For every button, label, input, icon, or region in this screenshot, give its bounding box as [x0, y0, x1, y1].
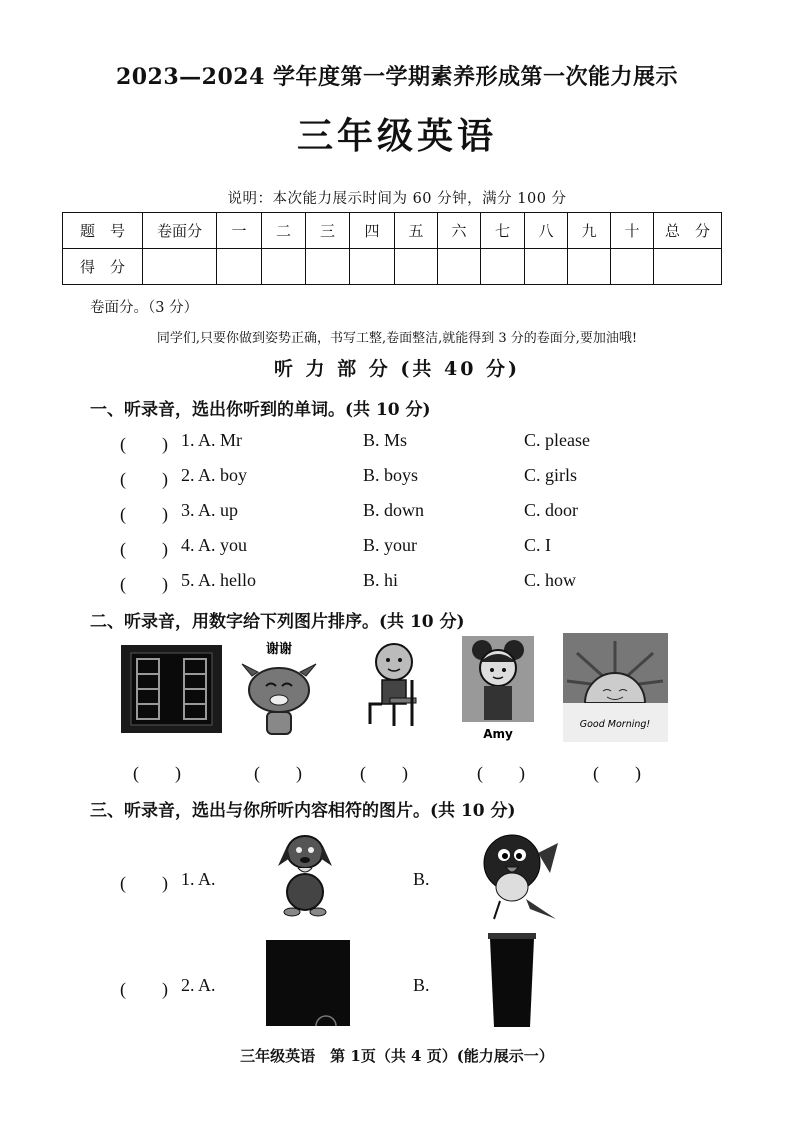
dog-picture — [272, 826, 338, 918]
score-header-cell: 九 — [568, 213, 611, 249]
answer-blank[interactable]: ( ) — [477, 763, 525, 783]
score-cell[interactable] — [217, 249, 262, 285]
q1-option-a: 1. A. Mr — [181, 430, 243, 450]
score-header-cell: 四 — [350, 213, 395, 249]
score-header-cell: 二 — [262, 213, 306, 249]
amy-picture — [462, 636, 534, 744]
score-cell[interactable] — [395, 249, 438, 285]
answer-blank[interactable]: ( ) — [120, 434, 168, 454]
good-morning-picture — [563, 633, 668, 742]
score-header-cell: 十 — [611, 213, 654, 249]
answer-blank[interactable]: ( ) — [593, 763, 641, 783]
bird-picture — [470, 823, 560, 923]
amy-caption: Amy — [483, 727, 513, 741]
neatness-label: 卷面分。（3 分） — [90, 300, 199, 316]
answer-blank[interactable]: ( ) — [120, 574, 168, 594]
answer-blank[interactable]: ( ) — [120, 504, 168, 524]
neatness-text: 同学们,只要你做到姿势正确，书写工整,卷面整洁,就能得到 3 分的卷面分,要加油哦! — [156, 331, 638, 346]
q1-option-b: B. boys — [363, 465, 419, 485]
q3-option-b: B. — [413, 975, 430, 995]
exam-note: 说明：本次能力展示时间为 60 分钟，满分 100 分 — [227, 191, 567, 207]
score-header-cell: 总 分 — [654, 213, 722, 249]
q1-option-b: B. Ms — [363, 430, 408, 450]
boy-on-chair-picture — [360, 640, 428, 728]
answer-blank[interactable]: ( ) — [120, 979, 168, 999]
q1-option-b: B. down — [363, 500, 425, 520]
answer-blank[interactable]: ( ) — [254, 763, 302, 783]
subject-title: 三年级英语 — [296, 115, 497, 157]
answer-blank[interactable]: ( ) — [133, 763, 181, 783]
score-table-header-row — [63, 213, 722, 249]
tall-box-picture — [488, 933, 536, 1027]
q1-option-c: C. please — [524, 430, 590, 450]
q3-title: 三、听录音，选出与你所听内容相符的图片。(共 10 分) — [90, 801, 516, 821]
q1-option-a: 3. A. up — [181, 500, 239, 520]
answer-blank[interactable]: ( ) — [120, 539, 168, 559]
score-cell[interactable] — [481, 249, 525, 285]
score-header-cell: 一 — [217, 213, 262, 249]
score-header-cell: 五 — [395, 213, 438, 249]
score-cell[interactable] — [438, 249, 481, 285]
q3-option-b: B. — [413, 869, 430, 889]
answer-blank[interactable]: ( ) — [120, 873, 168, 893]
score-header-cell: 三 — [306, 213, 350, 249]
score-header-cell: 六 — [438, 213, 481, 249]
q1-option-a: 5. A. hello — [181, 570, 256, 590]
score-header-cell: 七 — [481, 213, 525, 249]
q3-option-a: 1. A. — [181, 869, 216, 889]
page-footer: 三年级英语 第 1页（共 4 页）(能力展示一） — [240, 1047, 554, 1065]
q1-option-c: C. I — [524, 535, 551, 555]
q1-option-a: 4. A. you — [181, 535, 248, 555]
answer-blank[interactable]: ( ) — [360, 763, 408, 783]
score-cell[interactable] — [654, 249, 722, 285]
answer-blank[interactable]: ( ) — [120, 469, 168, 489]
q1-option-c: C. how — [524, 570, 577, 590]
q1-option-c: C. girls — [524, 465, 578, 485]
score-cell[interactable] — [143, 249, 217, 285]
score-table-score-row — [63, 249, 722, 285]
score-cell[interactable] — [568, 249, 611, 285]
score-header-cell: 题 号 — [63, 213, 143, 249]
short-box-picture — [266, 940, 350, 1026]
score-cell[interactable] — [611, 249, 654, 285]
q1-option-c: C. door — [524, 500, 578, 520]
q3-option-a: 2. A. — [181, 975, 216, 995]
score-row-label: 得 分 — [63, 249, 143, 285]
score-cell[interactable] — [306, 249, 350, 285]
exam-title: 2023—2024 学年度第一学期素养形成第一次能力展示 — [115, 64, 679, 90]
thanks-cartoon-picture — [238, 638, 320, 740]
q1-option-b: B. your — [363, 535, 417, 555]
thanks-caption: 谢谢 — [265, 642, 293, 657]
q1-option-b: B. hi — [363, 570, 399, 590]
window-picture — [121, 645, 222, 733]
good-morning-caption: Good Morning! — [579, 719, 651, 730]
score-table — [62, 212, 722, 285]
score-header-cell: 八 — [525, 213, 568, 249]
q1-option-a: 2. A. boy — [181, 465, 248, 485]
score-cell[interactable] — [525, 249, 568, 285]
score-cell[interactable] — [262, 249, 306, 285]
score-header-cell: 卷面分 — [143, 213, 217, 249]
q2-title: 二、听录音，用数字给下列图片排序。(共 10 分) — [90, 612, 465, 632]
listening-section-title: 听 力 部 分 (共 40 分) — [273, 358, 521, 380]
q1-title: 一、听录音，选出你听到的单词。(共 10 分) — [90, 400, 431, 420]
score-cell[interactable] — [350, 249, 395, 285]
